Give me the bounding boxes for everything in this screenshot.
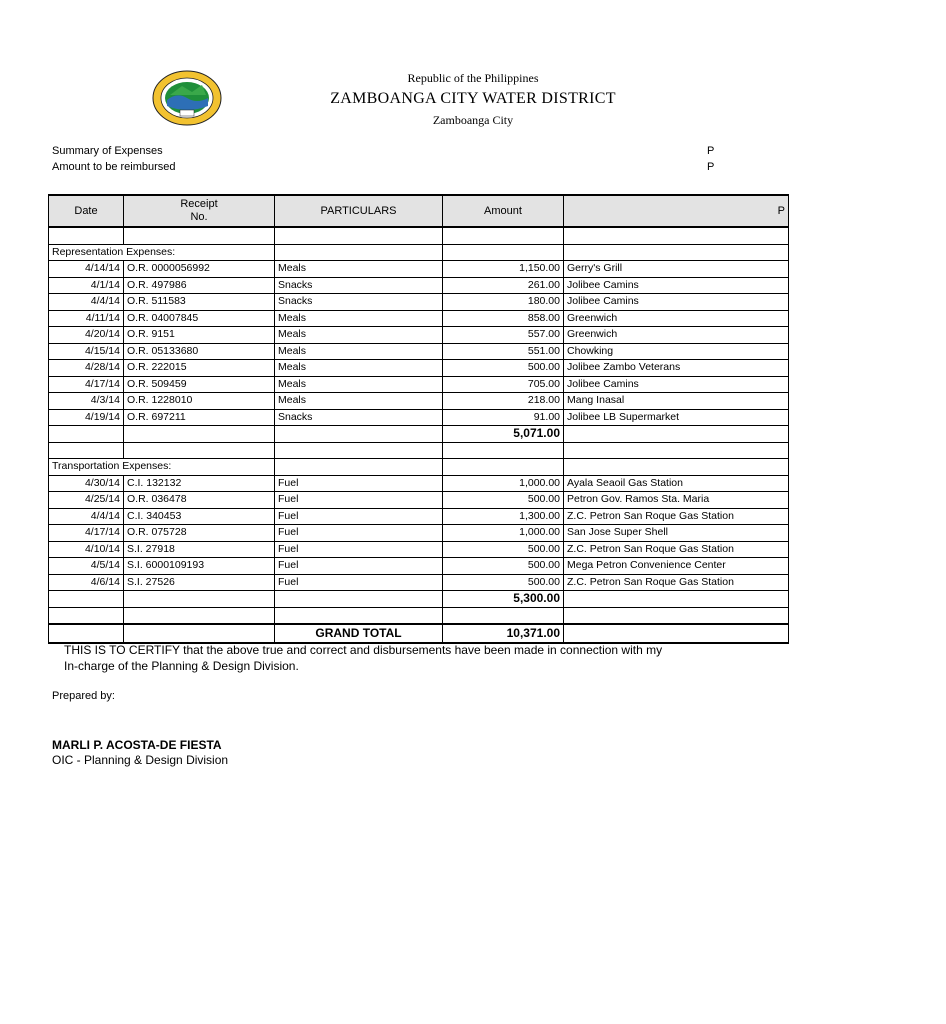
payee-cell: Z.C. Petron San Roque Gas Station: [564, 574, 789, 591]
particulars-cell: Meals: [275, 360, 443, 377]
particulars-cell: Snacks: [275, 294, 443, 311]
receipt-cell: C.I. 132132: [124, 475, 275, 492]
receipt-cell: O.R. 509459: [124, 376, 275, 393]
receipt-cell: O.R. 497986: [124, 277, 275, 294]
certification-text: [64, 642, 764, 674]
amount-cell: [443, 227, 564, 244]
receipt-header: [124, 195, 275, 227]
receipt-cell: O.R. 9151: [124, 327, 275, 344]
amount-cell: 500.00: [443, 492, 564, 509]
subtotal-amount: 5,071.00: [443, 426, 564, 443]
payee-cell: Jolibee Camins: [564, 376, 789, 393]
summary-expenses-label: Summary of Expenses: [52, 145, 163, 157]
date-cell: [49, 607, 124, 624]
grand-total-row: [49, 624, 789, 643]
table-row: [49, 574, 789, 591]
receipt-cell: S.I. 27918: [124, 541, 275, 558]
spacer-row: [49, 607, 789, 624]
section-label: Representation Expenses:: [49, 244, 275, 261]
date-cell: 4/25/14: [49, 492, 124, 509]
table-header-row: [49, 195, 789, 227]
amount-cell: 500.00: [443, 574, 564, 591]
receipt-cell: O.R. 697211: [124, 409, 275, 426]
receipt-cell: O.R. 0000056992: [124, 261, 275, 278]
particulars-cell: Meals: [275, 310, 443, 327]
receipt-cell: [124, 426, 275, 443]
particulars-cell: Fuel: [275, 574, 443, 591]
amount-cell: 1,000.00: [443, 525, 564, 542]
amount-cell: 500.00: [443, 360, 564, 377]
particulars-cell: [275, 227, 443, 244]
table-row: [49, 277, 789, 294]
receipt-header-line1: Receipt: [180, 198, 218, 210]
amount-cell: 551.00: [443, 343, 564, 360]
payee-cell: Chowking: [564, 343, 789, 360]
table-row: [49, 376, 789, 393]
grand-total-amount: 10,371.00: [443, 624, 564, 643]
amount-cell: [443, 607, 564, 624]
receipt-cell: S.I. 6000109193: [124, 558, 275, 575]
particulars-cell: Meals: [275, 343, 443, 360]
payee-cell: Jolibee Camins: [564, 294, 789, 311]
receipt-cell: [124, 442, 275, 459]
table-row: [49, 541, 789, 558]
table-row: [49, 393, 789, 410]
payee-cell: Jolibee Zambo Veterans: [564, 360, 789, 377]
particulars-cell: [275, 459, 443, 476]
date-header: Date: [49, 195, 124, 227]
particulars-cell: Snacks: [275, 277, 443, 294]
receipt-cell: [124, 591, 275, 608]
particulars-cell: [275, 442, 443, 459]
payee-cell: Mang Inasal: [564, 393, 789, 410]
receipt-cell: O.R. 1228010: [124, 393, 275, 410]
receipt-cell: O.R. 222015: [124, 360, 275, 377]
signatory-position: OIC - Planning & Design Division: [52, 753, 229, 767]
table-body: [49, 227, 789, 643]
payee-cell: [564, 459, 789, 476]
amount-cell: 858.00: [443, 310, 564, 327]
date-cell: 4/3/14: [49, 393, 124, 410]
date-cell: [49, 591, 124, 608]
payee-cell: Jolibee LB Supermarket: [564, 409, 789, 426]
receipt-cell: O.R. 511583: [124, 294, 275, 311]
payee-cell: Ayala Seaoil Gas Station: [564, 475, 789, 492]
particulars-cell: [275, 244, 443, 261]
receipt-cell: O.R. 075728: [124, 525, 275, 542]
prepared-by-label: Prepared by:: [52, 690, 115, 702]
amount-cell: 1,000.00: [443, 475, 564, 492]
amount-cell: 500.00: [443, 541, 564, 558]
date-cell: 4/6/14: [49, 574, 124, 591]
amount-cell: 91.00: [443, 409, 564, 426]
amount-cell: 1,300.00: [443, 508, 564, 525]
date-cell: 4/17/14: [49, 376, 124, 393]
subtotal-row: [49, 426, 789, 443]
receipt-cell: O.R. 036478: [124, 492, 275, 509]
receipt-cell: C.I. 340453: [124, 508, 275, 525]
date-cell: 4/5/14: [49, 558, 124, 575]
amount-cell: 180.00: [443, 294, 564, 311]
payee-cell: [564, 607, 789, 624]
payee-cell: [564, 591, 789, 608]
date-cell: 4/1/14: [49, 277, 124, 294]
payee-cell: Greenwich: [564, 310, 789, 327]
particulars-cell: Fuel: [275, 492, 443, 509]
particulars-cell: Meals: [275, 261, 443, 278]
date-cell: [49, 227, 124, 244]
table-row: [49, 409, 789, 426]
date-cell: 4/20/14: [49, 327, 124, 344]
particulars-header: PARTICULARS: [275, 195, 443, 227]
section-label-row: [49, 459, 789, 476]
particulars-cell: Snacks: [275, 409, 443, 426]
particulars-cell: Fuel: [275, 525, 443, 542]
table-row: [49, 525, 789, 542]
payee-cell: [564, 624, 789, 643]
particulars-cell: [275, 591, 443, 608]
payee-cell: [564, 227, 789, 244]
district-title: ZAMBOANGA CITY WATER DISTRICT: [330, 90, 616, 107]
particulars-cell: Fuel: [275, 508, 443, 525]
date-cell: 4/28/14: [49, 360, 124, 377]
particulars-cell: [275, 607, 443, 624]
table-row: [49, 327, 789, 344]
table-row: [49, 294, 789, 311]
particulars-cell: Meals: [275, 376, 443, 393]
payee-cell: Gerry's Grill: [564, 261, 789, 278]
date-cell: 4/19/14: [49, 409, 124, 426]
subtotal-amount: 5,300.00: [443, 591, 564, 608]
amount-cell: [443, 244, 564, 261]
receipt-cell: O.R. 04007845: [124, 310, 275, 327]
signatory-name: MARLI P. ACOSTA-DE FIESTA: [52, 738, 222, 752]
reimburse-value: P: [707, 161, 715, 173]
amount-cell: 500.00: [443, 558, 564, 575]
spacer-row: [49, 442, 789, 459]
payee-cell: Jolibee Camins: [564, 277, 789, 294]
table-row: [49, 310, 789, 327]
amount-cell: [443, 459, 564, 476]
table-row: [49, 508, 789, 525]
receipt-cell: O.R. 05133680: [124, 343, 275, 360]
table-row: [49, 492, 789, 509]
receipt-header-line2: No.: [190, 211, 208, 223]
payee-cell: San Jose Super Shell: [564, 525, 789, 542]
section-label: Transportation Expenses:: [49, 459, 275, 476]
date-cell: [49, 442, 124, 459]
amount-header: Amount: [443, 195, 564, 227]
amount-cell: 261.00: [443, 277, 564, 294]
spacer-row: [49, 227, 789, 244]
table-row: [49, 343, 789, 360]
receipt-cell: [124, 607, 275, 624]
certification-line1: THIS IS TO CERTIFY that the above true and correct and disbursements have been made in connection with my: [64, 643, 663, 657]
payee-cell: [564, 426, 789, 443]
particulars-cell: Fuel: [275, 558, 443, 575]
amount-cell: [443, 442, 564, 459]
payee-header: P: [564, 195, 789, 227]
amount-cell: 1,150.00: [443, 261, 564, 278]
payee-cell: [564, 442, 789, 459]
date-cell: 4/4/14: [49, 294, 124, 311]
particulars-cell: Meals: [275, 393, 443, 410]
particulars-cell: [275, 426, 443, 443]
amount-cell: 705.00: [443, 376, 564, 393]
payee-cell: Z.C. Petron San Roque Gas Station: [564, 508, 789, 525]
city-subtitle: Zamboanga City: [432, 113, 514, 127]
receipt-cell: [124, 624, 275, 643]
certification-line2: In-charge of the Planning & Design Division.: [64, 659, 299, 673]
date-cell: 4/14/14: [49, 261, 124, 278]
date-cell: 4/4/14: [49, 508, 124, 525]
particulars-cell: Fuel: [275, 475, 443, 492]
reimburse-label: Amount to be reimbursed: [52, 161, 176, 173]
payee-cell: Greenwich: [564, 327, 789, 344]
particulars-cell: Fuel: [275, 541, 443, 558]
table-row: [49, 261, 789, 278]
receipt-cell: S.I. 27526: [124, 574, 275, 591]
republic-heading: Republic of the Philippines: [407, 71, 539, 85]
date-cell: 4/15/14: [49, 343, 124, 360]
payee-cell: Z.C. Petron San Roque Gas Station: [564, 541, 789, 558]
date-cell: 4/10/14: [49, 541, 124, 558]
table-row: [49, 475, 789, 492]
payee-cell: Mega Petron Convenience Center: [564, 558, 789, 575]
payee-cell: [564, 244, 789, 261]
table-row: [49, 558, 789, 575]
receipt-cell: [124, 227, 275, 244]
payee-cell: Petron Gov. Ramos Sta. Maria: [564, 492, 789, 509]
summary-expenses-value: P: [707, 145, 715, 157]
date-cell: 4/17/14: [49, 525, 124, 542]
subtotal-row: [49, 591, 789, 608]
date-cell: [49, 426, 124, 443]
particulars-cell: Meals: [275, 327, 443, 344]
date-cell: [49, 624, 124, 643]
section-label-row: [49, 244, 789, 261]
date-cell: 4/30/14: [49, 475, 124, 492]
amount-cell: 218.00: [443, 393, 564, 410]
date-cell: 4/11/14: [49, 310, 124, 327]
expenses-table: [48, 194, 789, 644]
table-row: [49, 360, 789, 377]
grand-total-label: GRAND TOTAL: [275, 624, 443, 643]
amount-cell: 557.00: [443, 327, 564, 344]
